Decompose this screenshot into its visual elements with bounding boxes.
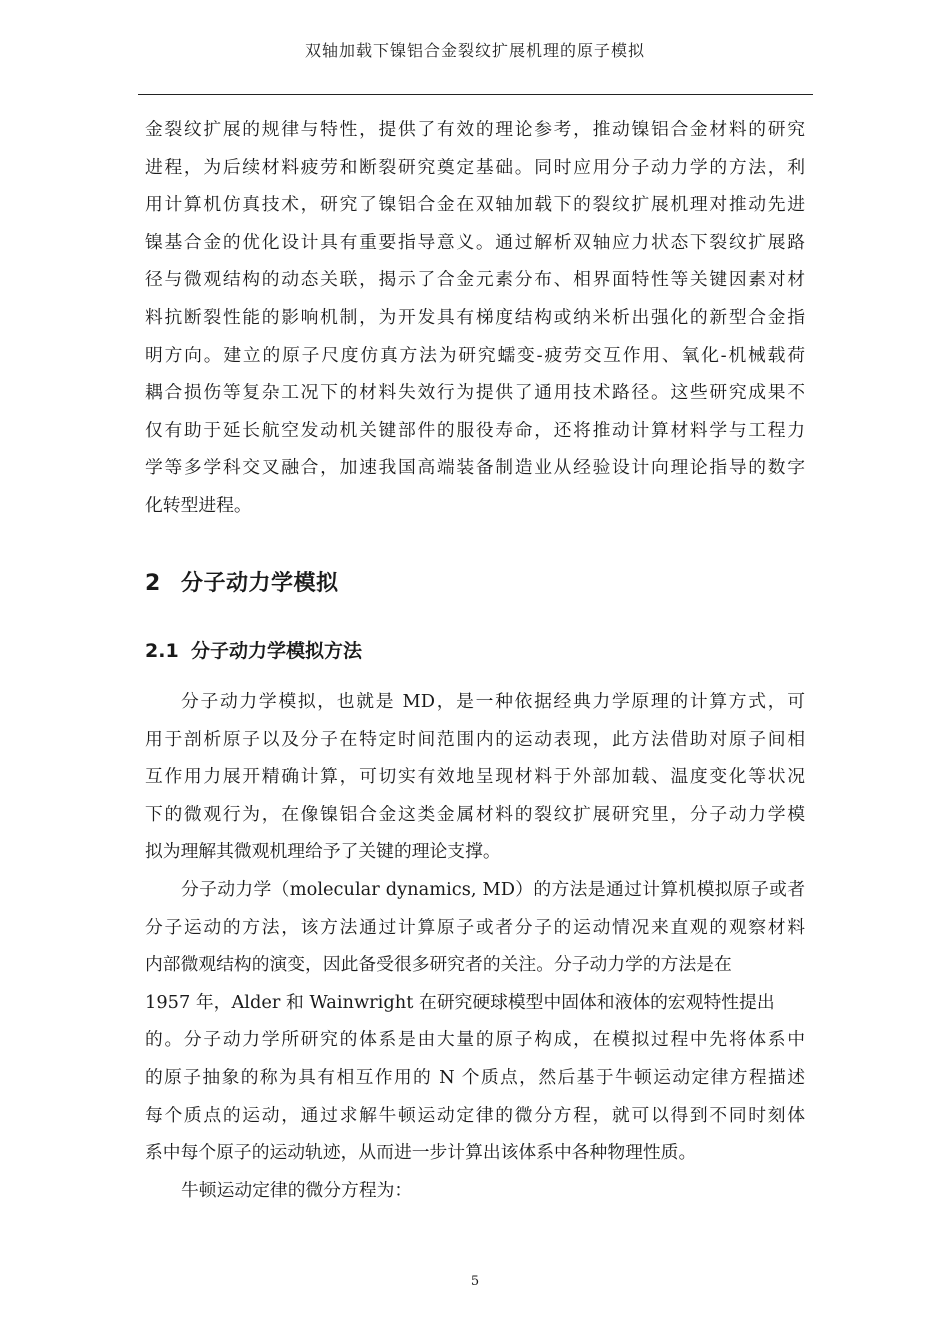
- subsection-title: 分子动力学模拟方法: [191, 640, 363, 662]
- text-line: 互作用力展开精确计算，可切实有效地呈现材料于外部加载、温度变化等状况: [145, 766, 805, 788]
- text-line: 进程，为后续材料疲劳和断裂研究奠定基础。同时应用分子动力学的方法，利: [145, 156, 805, 178]
- section-heading: [145, 566, 339, 597]
- page-number: 5: [470, 1274, 480, 1289]
- paragraph-continued: [145, 111, 805, 525]
- text-line: 的。分子动力学所研究的体系是由大量的原子构成，在模拟过程中先将体系中: [145, 1029, 805, 1051]
- text-line: 仅有助于延长航空发动机关键部件的服役寿命，还将推动计算材料学与工程力: [145, 419, 805, 441]
- text-line: 的原子抽象的称为具有相互作用的 N 个质点，然后基于牛顿运动定律方程描述: [145, 1066, 805, 1088]
- text-line: 系中每个原子的运动轨迹，从而进一步计算出该体系中各种物理性质。: [145, 1142, 697, 1164]
- paragraph-md-intro: [145, 683, 805, 871]
- paragraph-md-method: [145, 871, 805, 1172]
- text-line: 下的微观行为，在像镍铝合金这类金属材料的裂纹扩展研究里，分子动力学模: [145, 803, 805, 825]
- text-line: 牛顿运动定律的微分方程为：: [181, 1180, 413, 1201]
- text-line: 金裂纹扩展的规律与特性，提供了有效的理论参考，推动镍铝合金材料的研究: [145, 119, 805, 140]
- section-number: 2: [145, 571, 161, 596]
- running-header: 双轴加载下镍铝合金裂纹扩展机理的原子模拟: [304, 41, 645, 60]
- text-line: 明方向。建立的原子尺度仿真方法为研究蠕变-疲劳交互作用、氧化-机械载荷: [145, 344, 805, 366]
- text-line: 1957 年，Alder 和 Wainwright 在研究硬球模型中固体和液体的宏观特性提出: [145, 991, 775, 1013]
- text-line: 分子运动的方法，该方法通过计算原子或者分子的运动情况来直观的观察材料: [145, 916, 805, 938]
- paragraph-newton-intro: [145, 1172, 805, 1210]
- text-line: 用于剖析原子以及分子在特定时间范围内的运动表现，此方法借助对原子间相: [145, 728, 805, 750]
- subsection-heading: [145, 636, 362, 663]
- text-line: 内部微观结构的演变，因此备受很多研究者的关注。分子动力学的方法是在: [145, 954, 732, 976]
- text-line: 耦合损伤等复杂工况下的材料失效行为提供了通用技术路径。这些研究成果不: [145, 382, 805, 404]
- text-line: 化转型进程。: [145, 494, 252, 516]
- text-line: 学等多学科交叉融合，加速我国高端装备制造业从经验设计向理论指导的数字: [145, 457, 805, 479]
- text-line: 镍基合金的优化设计具有重要指导意义。通过解析双轴应力状态下裂纹扩展路: [145, 231, 805, 253]
- text-line: 每个质点的运动，通过求解牛顿运动定律的微分方程，就可以得到不同时刻体: [145, 1104, 805, 1126]
- header-rule: [138, 94, 813, 95]
- text-line: 用计算机仿真技术，研究了镍铝合金在双轴加载下的裂纹扩展机理对推动先进: [145, 194, 805, 216]
- text-line: 料抗断裂性能的影响机制，为开发具有梯度结构或纳米析出强化的新型合金指: [145, 306, 805, 328]
- text-line: 分子动力学模拟，也就是 MD，是一种依据经典力学原理的计算方式，可: [181, 691, 805, 712]
- subsection-number: 2.1: [145, 640, 179, 662]
- section-title: 分子动力学模拟: [181, 571, 339, 596]
- text-line: 径与微观结构的动态关联，揭示了合金元素分布、相界面特性等关键因素对材: [145, 269, 805, 291]
- text-line: 拟为理解其微观机理给予了关键的理论支撑。: [145, 841, 501, 863]
- text-line: 分子动力学（molecular dynamics, MD）的方法是通过计算机模拟原子或者: [181, 879, 805, 900]
